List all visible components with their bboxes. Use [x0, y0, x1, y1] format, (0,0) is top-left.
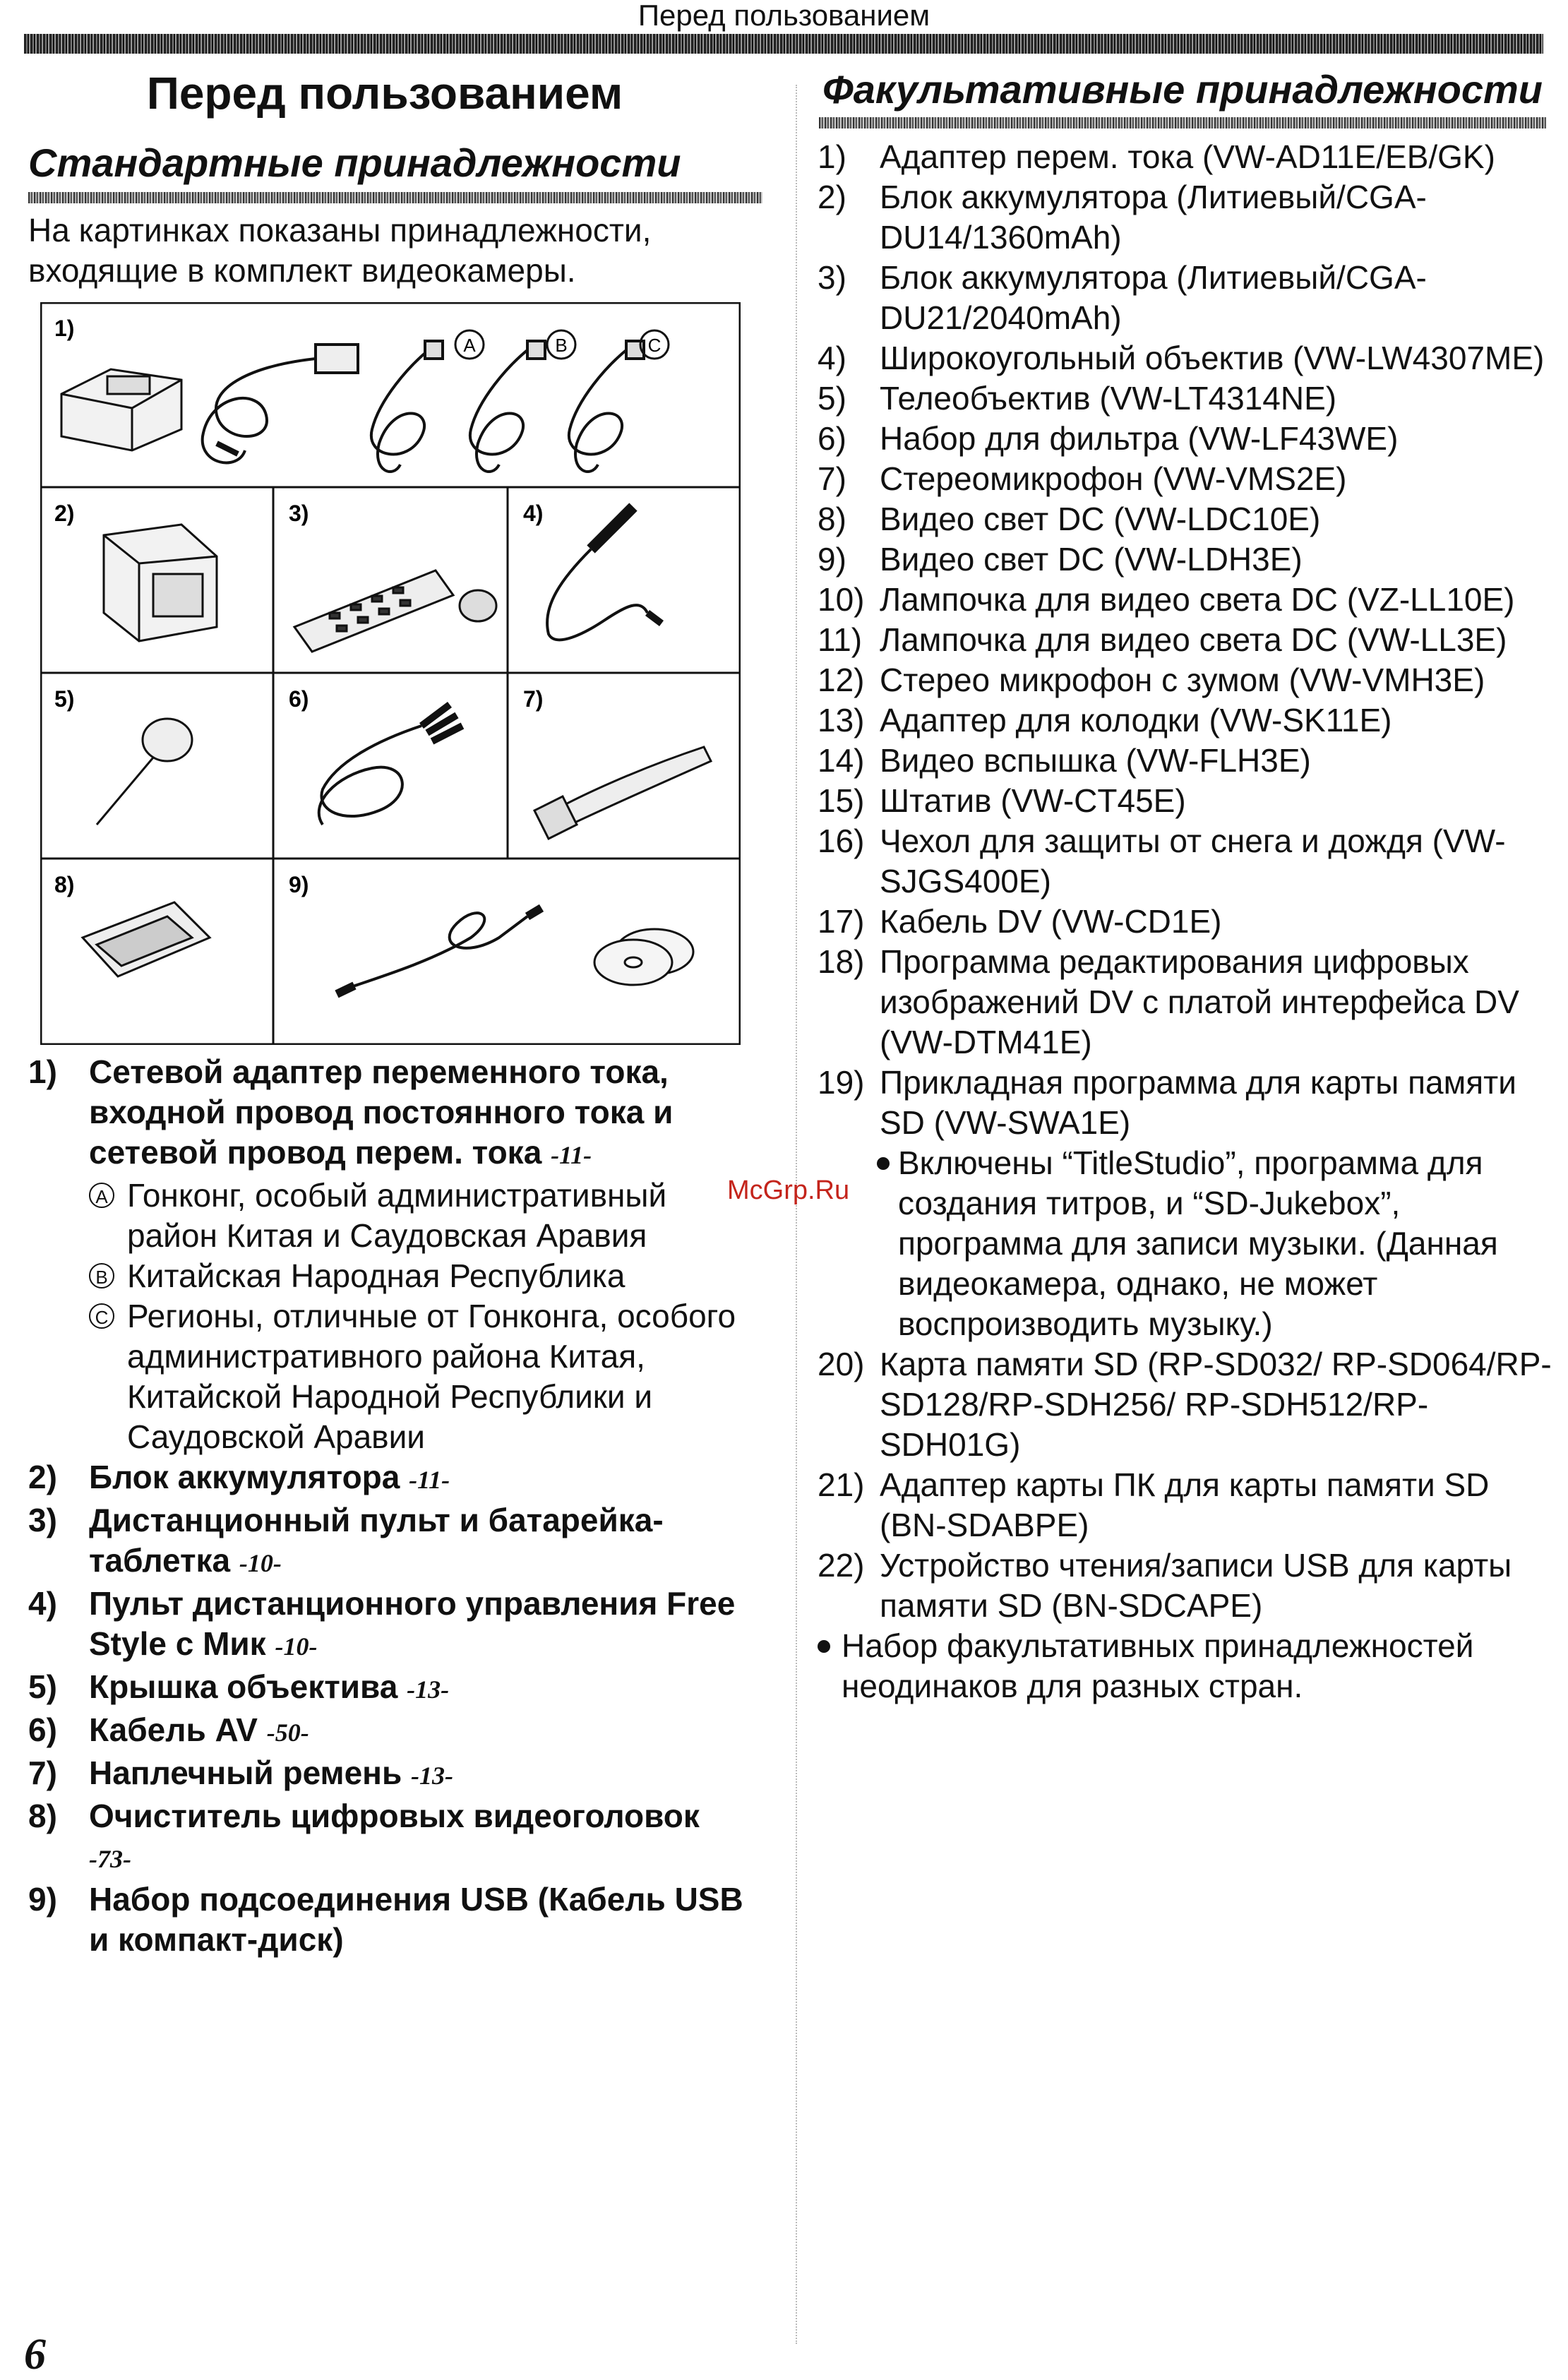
running-head: Перед пользованием — [638, 0, 930, 32]
freestyle-remote-illustration — [547, 507, 662, 640]
list-item: 1) Сетевой адаптер переменного тока, входной провод постоянного тока и сетевой провод перем. тока -11- — [28, 1053, 674, 1171]
standard-accessories-heading: Стандартные принадлежности — [28, 140, 681, 185]
header-rule — [24, 34, 1543, 54]
svg-text:B: B — [555, 335, 568, 356]
list-item: 9) Набор подсоединения USB (Кабель USB и компакт-диск) — [28, 1881, 743, 1958]
power-cord-c-illustration — [569, 341, 644, 472]
list-item: 3) Дистанционный пульт и батарейка-таблетка -10- — [28, 1502, 664, 1579]
list-item: 7) Наплечный ремень -13- — [28, 1754, 453, 1791]
usb-cable-illustration — [337, 908, 541, 994]
page-title: Перед пользованием — [146, 68, 623, 119]
intro-text: На картинках показаны принадлежности, входящие в комплект видеокамеры. — [28, 212, 652, 289]
page-number: 6 — [24, 2331, 46, 2379]
head-cleaner-illustration — [83, 902, 210, 976]
coin-battery-illustration — [460, 590, 496, 621]
fig-label-4: 4) — [523, 501, 544, 526]
list-item: 5) Телеобъектив (VW-LT4314NE) — [818, 380, 1337, 417]
list-item: 6) Кабель AV -50- — [28, 1711, 309, 1748]
av-cable-illustration — [319, 705, 462, 825]
column-divider — [796, 85, 797, 2344]
optional-accessories-list — [818, 137, 1552, 1706]
fig-label-2: 2) — [54, 501, 75, 526]
list-item: 4) Широкоугольный объектив (VW-LW4307ME) — [818, 340, 1545, 376]
optional-accessories-heading: Факультативные принадлежности — [822, 67, 1543, 112]
power-cord-a-illustration — [371, 341, 443, 472]
list-item: 4) Пульт дистанционного управления Free Style с Мик -10- — [28, 1585, 736, 1662]
remote-control-illustration — [294, 570, 453, 652]
bullet-icon — [818, 1640, 830, 1653]
dc-cable-illustration — [203, 345, 358, 462]
sub-item-a: A Гонконг, особый административный район Китая и Саудовская Аравия — [28, 1176, 762, 1256]
list-item: 9) Видео свет DC (VW-LDH3E) — [818, 541, 1303, 578]
fig-label-9: 9) — [289, 872, 309, 897]
list-item: 15) Штатив (VW-CT45E) — [818, 782, 1186, 819]
list-item: 13) Адаптер для колодки (VW-SK11E) — [818, 702, 1392, 738]
fig-label-1: 1) — [54, 316, 75, 341]
fig-label-7: 7) — [523, 686, 544, 712]
list-item: 21) Адаптер карты ПК для карты памяти SD (BN-SDABPE) — [818, 1466, 1490, 1543]
fig-label-6: 6) — [289, 686, 309, 712]
bullet-note: Включены “TitleStudio”, программа для создания титров, и “SD-Jukebox”, программа для записи музыки. (Данная видеокамера, однако, не может воспроизводить музыку.) — [818, 1143, 1552, 1344]
list-item: 18) Программа редактирования цифровых изображений DV с платой интерфейса DV (VW-DTM41E) — [818, 943, 1519, 1060]
fig-label-3: 3) — [289, 501, 309, 526]
list-item: 7) Стереомикрофон (VW-VMS2E) — [818, 460, 1347, 497]
section-rule — [819, 117, 1546, 128]
accessories-figure — [40, 302, 741, 1045]
svg-text:A: A — [463, 335, 476, 356]
list-item: 6) Набор для фильтра (VW-LF43WE) — [818, 420, 1399, 457]
power-cord-b-illustration — [470, 341, 545, 472]
list-item: 5) Крышка объектива -13- — [28, 1668, 450, 1705]
list-item: 2) Блок аккумулятора (Литиевый/CGA-DU14/1360mAh) — [818, 179, 1427, 256]
bullet-icon — [877, 1157, 890, 1170]
list-item: 10) Лампочка для видео света DC (VZ-LL10E) — [818, 581, 1515, 618]
sub-item-c: C Регионы, отличные от Гонконга, особого административного района Китая, Китайской Народной Республики и Саудовской Аравии — [28, 1296, 762, 1457]
fig-label-8: 8) — [54, 872, 75, 897]
list-item: 20) Карта памяти SD (RP-SD032/ RP-SD064/RP-SD128/RP-SDH256/ RP-SDH512/RP-SDH01G) — [818, 1346, 1552, 1463]
cd-rom-illustration — [594, 929, 693, 985]
list-item: 11) Лампочка для видео света DC (VW-LL3E) — [818, 621, 1507, 658]
plug-label-a — [455, 330, 484, 359]
lens-cap-illustration — [97, 719, 192, 825]
list-item: 19) Прикладная программа для карты памяти SD (VW-SWA1E) — [818, 1064, 1516, 1141]
standard-accessories-list — [28, 1052, 762, 1960]
list-item: 8) Очиститель цифровых видеоголовок -73- — [28, 1798, 700, 1873]
section-rule — [28, 192, 762, 203]
region-b-marker: B — [89, 1263, 114, 1288]
list-item: 16) Чехол для защиты от снега и дождя (VW-SJGS400E) — [818, 823, 1506, 899]
battery-illustration — [104, 525, 217, 641]
watermark: McGrp.Ru — [727, 1176, 850, 1205]
plug-label-b — [547, 330, 575, 359]
list-item: 14) Видео вспышка (VW-FLH3E) — [818, 742, 1311, 779]
list-item: 2) Блок аккумулятора -11- — [28, 1459, 450, 1495]
region-c-marker: C — [89, 1303, 114, 1329]
fig-label-5: 5) — [54, 686, 75, 712]
list-item: 17) Кабель DV (VW-CD1E) — [818, 903, 1222, 940]
list-item: 8) Видео свет DC (VW-LDC10E) — [818, 501, 1321, 537]
list-item: 3) Блок аккумулятора (Литиевый/CGA-DU21/2040mAh) — [818, 259, 1427, 336]
list-item: 12) Стерео микрофон с зумом (VW-VMH3E) — [818, 662, 1485, 698]
list-item: 22) Устройство чтения/записи USB для карты памяти SD (BN-SDCAPE) — [818, 1547, 1512, 1624]
region-a-marker: A — [89, 1183, 114, 1208]
bullet-note: Набор факультативных принадлежностей неодинаков для разных стран. — [818, 1626, 1552, 1706]
sub-item-b: B Китайская Народная Республика — [28, 1256, 762, 1296]
svg-text:C: C — [647, 335, 662, 356]
list-item: 1) Адаптер перем. тока (VW-AD11E/EB/GK) — [818, 138, 1495, 175]
shoulder-strap-illustration — [534, 747, 711, 839]
ac-adapter-illustration — [61, 369, 181, 450]
